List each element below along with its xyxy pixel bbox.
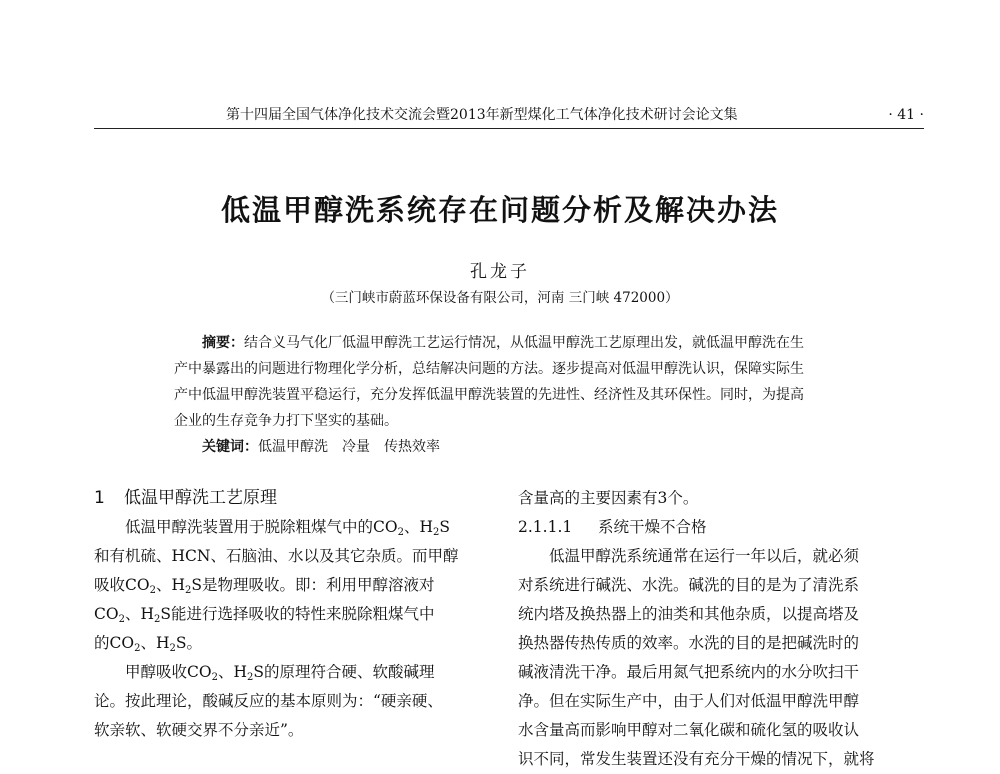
paragraph-line: 净。但在实际生产中，由于人们对低温甲醇洗甲醇	[518, 692, 860, 710]
subscript: 2	[211, 672, 218, 683]
paragraph-line: 换热器传热传质的效率。水洗的目的是把碱洗时的	[518, 634, 860, 652]
paragraph-line: 对系统进行碱洗、水洗。碱洗的目的是为了清洗系	[518, 576, 860, 594]
text-run: 吸收CO	[94, 576, 150, 594]
subscript: 2	[184, 585, 192, 596]
paragraph-line	[94, 600, 494, 629]
subscript: 2	[118, 614, 125, 625]
paragraph-line	[94, 513, 494, 542]
page-number: · 41 ·	[888, 107, 924, 123]
left-column	[94, 484, 494, 745]
abstract-label: 摘要：	[202, 335, 244, 351]
text-run: 低温甲醇洗装置用于脱除粗煤气中的CO	[125, 518, 398, 536]
subsubsection-number: 2.1.1.1	[518, 518, 573, 536]
subscript: 2	[134, 643, 141, 654]
paragraph-line: 和有机硫、HCN、石脑油、水以及其它杂质。而甲醇	[94, 547, 459, 565]
subscript: 2	[432, 527, 440, 538]
paragraph-line: 水含量高而影响甲醇对二氧化碳和硫化氢的吸收认	[518, 721, 860, 739]
abstract-line	[174, 330, 834, 356]
text-run: S能进行选择吸收的特性来脱除粗煤气中	[160, 605, 435, 623]
abstract-line: 产中低温甲醇洗装置平稳运行，充分发挥低温甲醇洗装置的先进性、经济性及其环保性。同时，为提高	[174, 387, 804, 403]
subscript: 2	[397, 527, 404, 538]
text-run: 甲醇吸收CO	[125, 663, 212, 681]
section-number: 1	[94, 488, 105, 508]
text-run: 、H	[124, 605, 154, 623]
paragraph-line: 低温甲醇洗系统通常在运行一年以后，就必须	[549, 547, 860, 565]
author-affiliation: （三门峡市蔚蓝环保设备有限公司，河南 三门峡 472000）	[321, 290, 679, 306]
paragraph-line: 软亲软、软硬交界不分亲近”。	[94, 721, 304, 739]
text-run: S的原理符合硬、软酸碱理	[253, 663, 435, 681]
subscript: 2	[149, 585, 156, 596]
author-name: 孔龙子	[470, 262, 530, 282]
subscript: 2	[169, 643, 176, 654]
text-run: 、H	[155, 576, 185, 594]
abstract-line: 产中暴露出的问题进行物理化学分析，总结解决问题的方法。逐步提高对低温甲醇洗认识，保障实际生	[174, 361, 804, 377]
paper-title: 低温甲醇洗系统存在问题分析及解决办法	[220, 193, 779, 227]
text-run: CO	[94, 605, 119, 623]
journal-name: 第十四届全国气体净化技术交流会暨2013年新型煤化工气体净化技术研讨会论文集	[226, 107, 738, 123]
paragraph-line: 统内塔及换热器上的油类和其他杂质，以提高塔及	[518, 605, 860, 623]
section-title: 低温甲醇洗工艺原理	[124, 488, 277, 508]
abstract-block	[174, 330, 834, 460]
subscript: 2	[246, 672, 254, 683]
paragraph-line	[94, 571, 494, 600]
text-run: 、H	[140, 634, 170, 652]
paragraph-line: 论。按此理论，酸碱反应的基本原则为：“硬亲硬、	[94, 692, 443, 710]
text-run: 、H	[403, 518, 433, 536]
subsubsection-heading	[518, 513, 918, 542]
section-heading	[94, 484, 494, 513]
abstract-line: 企业的生存竞争力打下坚实的基础。	[174, 413, 398, 429]
paragraph-line: 含量高的主要因素有3个。	[518, 489, 699, 507]
keywords-text: 低温甲醇洗 冷量 传热效率	[258, 439, 440, 455]
abstract-text: 结合义马气化厂低温甲醇洗工艺运行情况，从低温甲醇洗工艺原理出发，就低温甲醇洗在生	[244, 335, 804, 351]
text-run: 、H	[217, 663, 247, 681]
subscript: 2	[153, 614, 161, 625]
keywords-line	[174, 434, 834, 460]
paragraph-line: 碱液清洗干净。最后用氮气把系统内的水分吹扫干	[518, 663, 860, 681]
text-run: 的CO	[94, 634, 135, 652]
keywords-label: 关键词：	[202, 439, 258, 455]
text-run: S。	[175, 634, 202, 652]
paragraph-line	[94, 658, 494, 687]
paragraph-line	[94, 629, 494, 658]
paragraph-line: 识不同，常发生装置还没有充分干燥的情况下，就将	[518, 750, 875, 768]
text-run: S	[439, 518, 450, 536]
subsubsection-title: 系统干燥不合格	[598, 518, 707, 536]
text-run: S是物理吸收。即：利用甲醇溶液对	[191, 576, 435, 594]
running-header	[94, 102, 924, 129]
